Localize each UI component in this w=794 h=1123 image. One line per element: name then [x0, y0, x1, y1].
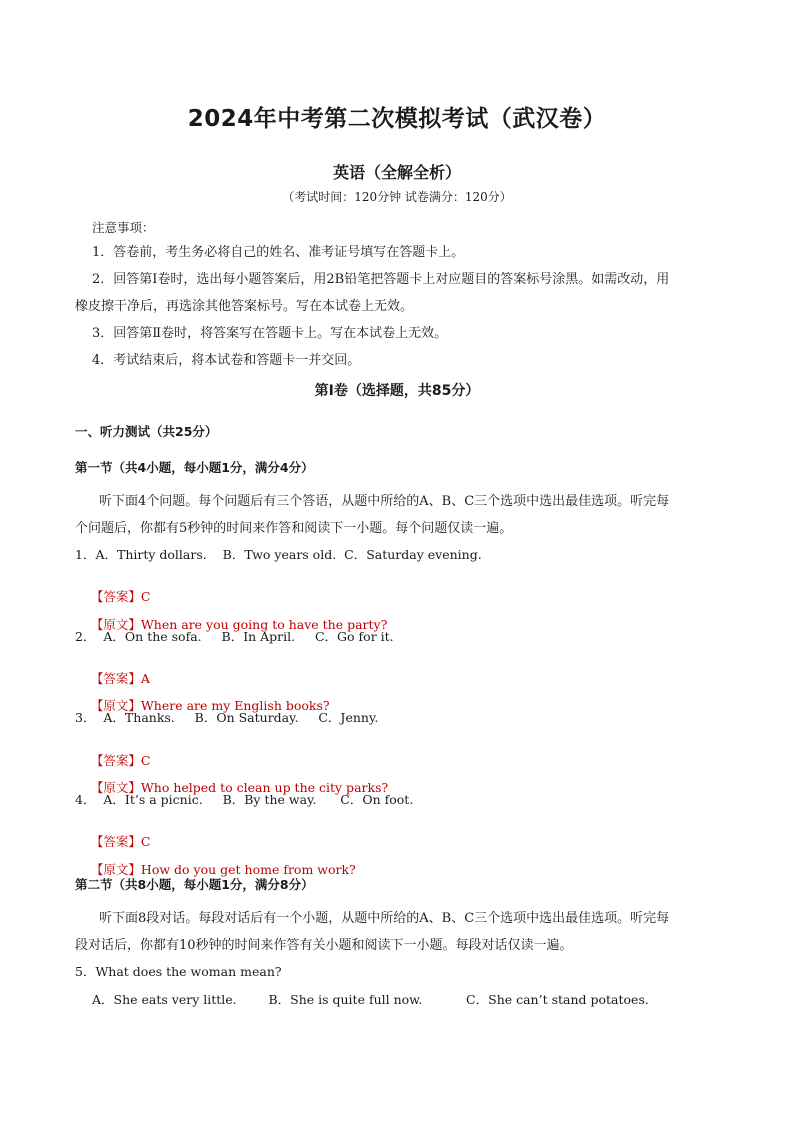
exam-title: 2024年中考第二次模拟考试（武汉卷） [187, 106, 607, 132]
question-5-options: A．She eats very little. B．She is quite full now. C．She can’t stand potatoes. [92, 992, 649, 1007]
question-5: 5．What does the woman mean? [75, 964, 282, 979]
question-2: 2． A．On the sofa. B．In April. C．Go for it. [75, 629, 394, 644]
transcript-tag: 【原文】 [90, 698, 141, 713]
answer-value: C [140, 834, 151, 849]
question-3: 3． A．Thanks. B．On Saturday. C．Jenny. [75, 710, 379, 725]
notice-item-2-continued: 橡皮擦干净后，再选涂其他答案标号。写在本试卷上无效。 [75, 299, 414, 314]
transcript-text: How do you get home from work? [140, 862, 356, 877]
answer-tag: 【答案】 [90, 589, 141, 604]
subsection-1-title: 第一节（共4小题，每小题1分，满分4分） [75, 460, 314, 475]
answer-tag: 【答案】 [90, 834, 141, 849]
transcript-text: Where are my English books? [140, 698, 330, 713]
answer-value: A [140, 671, 150, 686]
notice-item-3: 3．回答第Ⅱ卷时，将答案写在答题卡上。写在本试卷上无效。 [92, 326, 448, 341]
answer-value: C [140, 753, 151, 768]
subsection-1-intro: 听下面4个问题。每个问题后有三个答语，从题中所给的A、B、C三个选项中选出最佳选项。听完每 [99, 494, 670, 509]
transcript-tag: 【原文】 [90, 617, 141, 632]
section-title: 第Ⅰ卷（选择题，共85分） [314, 383, 480, 399]
answer-value: C [140, 589, 151, 604]
notice-item-1: 1．答卷前，考生务必将自己的姓名、准考证号填写在答题卡上。 [92, 245, 465, 260]
transcript-text: Who helped to clean up the city parks? [140, 780, 389, 795]
subsection-2-intro: 听下面8段对话。每段对话后有一个小题，从题中所给的A、B、C三个选项中选出最佳选项。听完每 [99, 911, 670, 926]
transcript-tag: 【原文】 [90, 780, 141, 795]
part-heading: 一、听力测试（共25分） [75, 424, 218, 439]
subsection-2-intro-continued: 段对话后，你都有10秒钟的时间来作答有关小题和阅读下一小题。每段对话仅读一遍。 [75, 938, 573, 953]
question-1: 1．A．Thirty dollars. B．Two years old. C．Saturday evening. [75, 547, 482, 562]
subsection-2-title: 第二节（共8小题，每小题1分，满分8分） [75, 877, 314, 892]
subsection-1-intro-continued: 个问题后，你都有5秒钟的时间来作答和阅读下一小题。每个问题仅读一遍。 [75, 521, 513, 536]
exam-info: （考试时间：120分钟 试卷满分：120分） [282, 190, 512, 204]
transcript-tag: 【原文】 [90, 862, 141, 877]
notice-item-2: 2．回答第Ⅰ卷时，选出每小题答案后，用2B铅笔把答题卡上对应题目的答案标号涂黑。如需改动，用 [92, 272, 670, 287]
answer-tag: 【答案】 [90, 671, 141, 686]
question-4: 4． A．It’s a picnic. B．By the way. C．On foot. [75, 792, 414, 807]
answer-tag: 【答案】 [90, 753, 141, 768]
notice-item-4: 4．考试结束后，将本试卷和答题卡一并交回。 [92, 353, 361, 368]
transcript-text: When are you going to have the party? [140, 617, 388, 632]
subject-title: 英语（全解全析） [332, 163, 461, 182]
notice-title: 注意事项： [92, 220, 155, 235]
